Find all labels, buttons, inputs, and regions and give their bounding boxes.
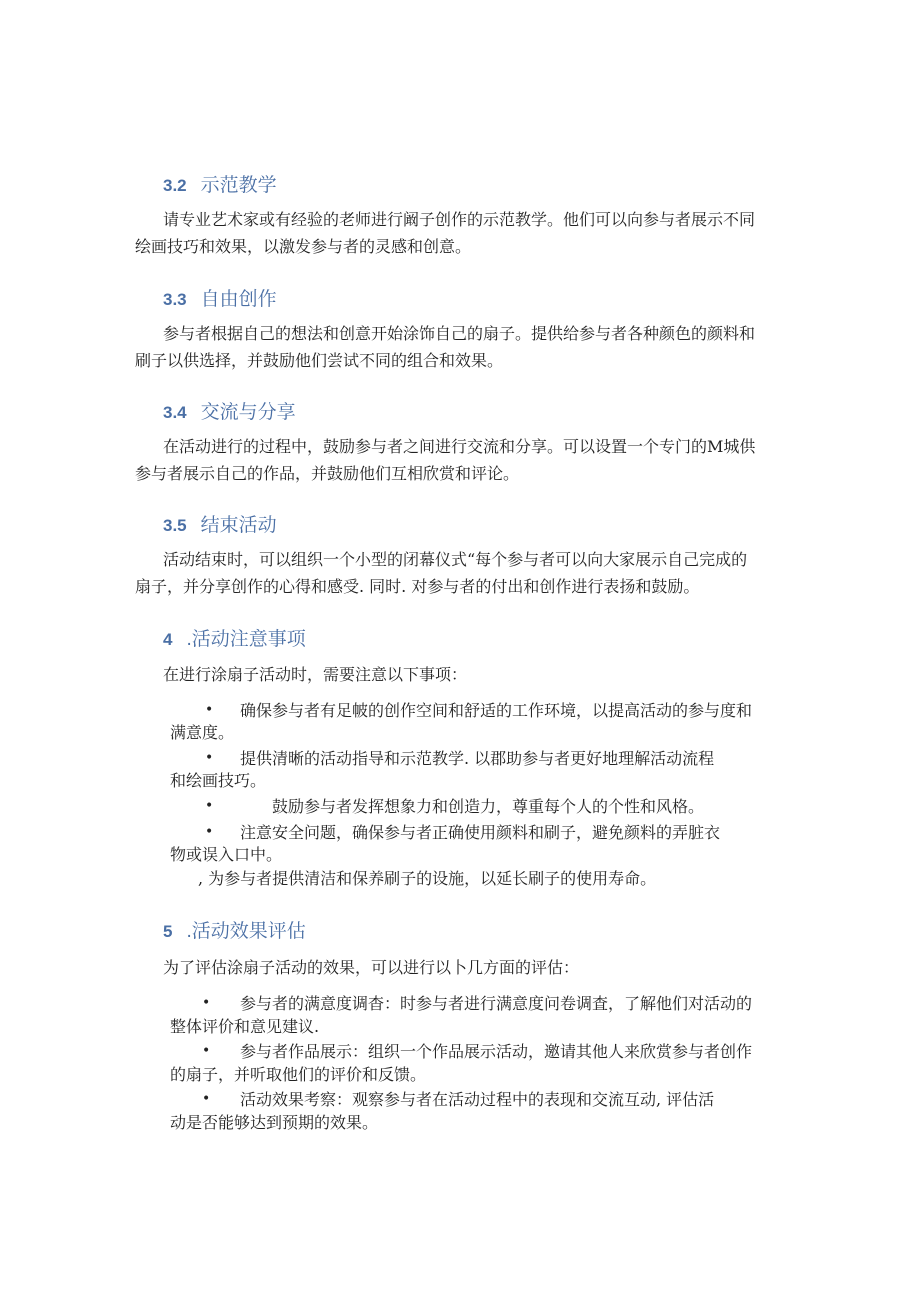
bullet-dot: •	[205, 824, 214, 840]
section-title: 结束活动	[200, 515, 277, 536]
intro-line: 在进行涂扇子活动时，需要注意以下事项：	[163, 665, 468, 684]
bullet-line: 动是否能够达到预期的效果。	[170, 1113, 379, 1132]
bullet-line: 物或误入口中。	[170, 845, 283, 864]
intro-line: 为了评估涂扇子活动的效果，可以进行以卜几方面的评估：	[163, 958, 580, 977]
section-title: .活动注意事项	[186, 629, 306, 650]
paragraph-line: 请专业艺术家或有经验的老师进行阚子创作的示范教学。他们可以向参与者展示不同	[163, 210, 756, 229]
bullet-line: 鼓励参与者发挥想象力和创造力，尊重每个人的个性和风格。	[272, 797, 705, 816]
section-title: .活动效果评估	[186, 921, 306, 942]
bullet-dot: •	[202, 1043, 211, 1059]
bullet-line: 参与者的满意度调杳：时参与者进行满意度问卷调査，了解他们对活动的	[240, 994, 753, 1013]
bullet-dot: •	[202, 995, 211, 1011]
paragraph-line: 绘画技巧和效果，以激发参与者的灵感和创意。	[135, 237, 472, 256]
bullet-line: 和绘画技巧。	[170, 771, 267, 790]
paragraph-line: 刷子以供选择，并鼓励他们尝试不同的组合和效果。	[135, 351, 504, 370]
extra-line: , 为参与者提供清洁和保养刷子的设施，以延长刷子的使用寿命。	[198, 869, 657, 888]
bullet-line: 确保参与者有足帔的创作空间和舒适的工作环境，以提高活动的参与度和	[240, 701, 753, 720]
section-number: 5	[163, 922, 173, 941]
section-number: 3.3	[163, 290, 187, 309]
paragraph-line: 扇子，并分享创作的心得和感受. 同时. 对参与者的付出和创作进行表扬和鼓励。	[135, 577, 700, 596]
bullet-line: 参与者作品展示：组织一个作品展示活动，邀请其他人来欣赏参与者创作	[240, 1042, 753, 1061]
bullet-line: 提供清晰的活动指导和示范教学. 以郡助参与者更好地理解活动流程	[240, 749, 715, 768]
bullet-line: 注意安全问题，确保参与者正确使用颜料和刷子，避免颜料的弄脏衣	[240, 823, 721, 842]
section-title: 自由创作	[200, 289, 277, 310]
paragraph-line: 在活动进行的过程中，鼓励参与者之间进行交流和分享。可以设置一个专门的M城供	[163, 437, 756, 456]
bullet-dot: •	[205, 750, 214, 766]
section-number: 3.5	[163, 516, 187, 535]
paragraph-line: 活动结束时，可以组织一个小型的闭幕仪式“每个参与者可以向大家展示自己完成的	[163, 550, 748, 569]
section-heading-3-5	[163, 510, 277, 537]
section-heading-3-4	[163, 397, 296, 424]
bullet-dot: •	[202, 1091, 211, 1107]
section-heading-5	[163, 916, 306, 943]
bullet-line: 活动效果考察：观察参与者在活动过程中的表现和交流互动, 评估活	[240, 1090, 715, 1109]
section-heading-3-3	[163, 284, 277, 311]
bullet-dot: •	[205, 702, 214, 718]
section-heading-3-2	[163, 170, 277, 197]
bullet-line: 满意度。	[170, 723, 235, 742]
bullet-dot: •	[205, 798, 214, 814]
section-number: 3.4	[163, 403, 187, 422]
section-title: 示范教学	[200, 175, 277, 196]
section-title: 交流与分享	[200, 402, 296, 423]
paragraph-line: 参与者根据自己的想法和创意开始涂饰自己的扇子。提供给参与者各种颜色的颜料和	[163, 324, 756, 343]
paragraph-line: 参与者展示自己的作品，并鼓励他们互相欣赏和评论。	[135, 464, 520, 483]
section-number: 3.2	[163, 176, 187, 195]
section-heading-4	[163, 624, 306, 651]
bullet-line: 整体评价和意见建议.	[170, 1017, 320, 1036]
section-number: 4	[163, 630, 173, 649]
bullet-line: 的扇子，并听取他们的评价和反馈。	[170, 1065, 427, 1084]
